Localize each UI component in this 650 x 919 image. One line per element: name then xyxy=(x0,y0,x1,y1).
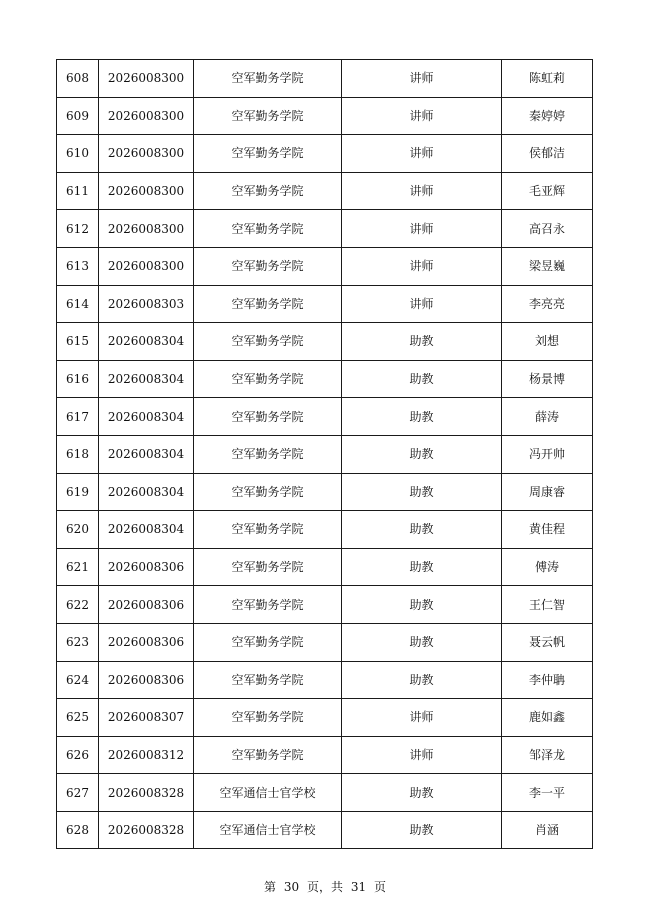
name-cell: 梁昱巍 xyxy=(502,247,593,285)
title-cell: 助教 xyxy=(342,435,502,473)
footer-suffix: 页 xyxy=(373,880,386,894)
title-cell: 助教 xyxy=(342,360,502,398)
row-number-cell: 609 xyxy=(57,97,99,135)
title-cell: 讲师 xyxy=(342,736,502,774)
table-row xyxy=(57,661,593,699)
table-row xyxy=(57,774,593,812)
name-cell: 黄佳程 xyxy=(502,511,593,549)
name-cell: 刘想 xyxy=(502,323,593,361)
unit-cell: 空军勤务学院 xyxy=(194,623,342,661)
footer-current-page: 30 xyxy=(283,880,300,894)
roster-table-body xyxy=(57,60,593,849)
title-cell: 讲师 xyxy=(342,210,502,248)
position-code-cell: 2026008304 xyxy=(99,398,194,436)
position-code-cell: 2026008300 xyxy=(99,97,194,135)
unit-cell: 空军勤务学院 xyxy=(194,247,342,285)
row-number-cell: 617 xyxy=(57,398,99,436)
title-cell: 助教 xyxy=(342,323,502,361)
row-number-cell: 608 xyxy=(57,60,99,98)
title-cell: 助教 xyxy=(342,511,502,549)
position-code-cell: 2026008304 xyxy=(99,473,194,511)
position-code-cell: 2026008312 xyxy=(99,736,194,774)
row-number-cell: 626 xyxy=(57,736,99,774)
title-cell: 讲师 xyxy=(342,247,502,285)
name-cell: 侯郁洁 xyxy=(502,135,593,173)
position-code-cell: 2026008300 xyxy=(99,210,194,248)
title-cell: 助教 xyxy=(342,811,502,849)
position-code-cell: 2026008306 xyxy=(99,661,194,699)
unit-cell: 空军勤务学院 xyxy=(194,398,342,436)
table-row xyxy=(57,736,593,774)
title-cell: 助教 xyxy=(342,774,502,812)
table-row xyxy=(57,285,593,323)
row-number-cell: 627 xyxy=(57,774,99,812)
table-row xyxy=(57,623,593,661)
name-cell: 杨景博 xyxy=(502,360,593,398)
unit-cell: 空军勤务学院 xyxy=(194,285,342,323)
unit-cell: 空军勤务学院 xyxy=(194,135,342,173)
table-row xyxy=(57,473,593,511)
unit-cell: 空军勤务学院 xyxy=(194,548,342,586)
unit-cell: 空军勤务学院 xyxy=(194,435,342,473)
name-cell: 高召永 xyxy=(502,210,593,248)
name-cell: 冯开帅 xyxy=(502,435,593,473)
name-cell: 李仲聃 xyxy=(502,661,593,699)
position-code-cell: 2026008307 xyxy=(99,699,194,737)
unit-cell: 空军勤务学院 xyxy=(194,511,342,549)
name-cell: 鹿如鑫 xyxy=(502,699,593,737)
table-row xyxy=(57,210,593,248)
title-cell: 助教 xyxy=(342,623,502,661)
name-cell: 薛涛 xyxy=(502,398,593,436)
position-code-cell: 2026008328 xyxy=(99,774,194,812)
unit-cell: 空军勤务学院 xyxy=(194,586,342,624)
unit-cell: 空军勤务学院 xyxy=(194,60,342,98)
table-row xyxy=(57,97,593,135)
position-code-cell: 2026008300 xyxy=(99,60,194,98)
footer-prefix: 第 xyxy=(264,880,277,894)
title-cell: 讲师 xyxy=(342,60,502,98)
position-code-cell: 2026008300 xyxy=(99,247,194,285)
name-cell: 聂云帆 xyxy=(502,623,593,661)
table-row xyxy=(57,398,593,436)
table-row xyxy=(57,60,593,98)
name-cell: 李亮亮 xyxy=(502,285,593,323)
table-row xyxy=(57,548,593,586)
position-code-cell: 2026008306 xyxy=(99,586,194,624)
row-number-cell: 619 xyxy=(57,473,99,511)
position-code-cell: 2026008304 xyxy=(99,323,194,361)
title-cell: 讲师 xyxy=(342,172,502,210)
unit-cell: 空军勤务学院 xyxy=(194,97,342,135)
unit-cell: 空军勤务学院 xyxy=(194,473,342,511)
row-number-cell: 615 xyxy=(57,323,99,361)
unit-cell: 空军勤务学院 xyxy=(194,210,342,248)
name-cell: 毛亚辉 xyxy=(502,172,593,210)
position-code-cell: 2026008300 xyxy=(99,172,194,210)
unit-cell: 空军通信士官学校 xyxy=(194,811,342,849)
title-cell: 助教 xyxy=(342,473,502,511)
row-number-cell: 612 xyxy=(57,210,99,248)
position-code-cell: 2026008303 xyxy=(99,285,194,323)
position-code-cell: 2026008304 xyxy=(99,360,194,398)
row-number-cell: 622 xyxy=(57,586,99,624)
name-cell: 周康睿 xyxy=(502,473,593,511)
table-row xyxy=(57,172,593,210)
row-number-cell: 618 xyxy=(57,435,99,473)
row-number-cell: 623 xyxy=(57,623,99,661)
table-row xyxy=(57,435,593,473)
table-row xyxy=(57,511,593,549)
name-cell: 李一平 xyxy=(502,774,593,812)
title-cell: 讲师 xyxy=(342,97,502,135)
unit-cell: 空军通信士官学校 xyxy=(194,774,342,812)
unit-cell: 空军勤务学院 xyxy=(194,172,342,210)
table-row xyxy=(57,811,593,849)
footer-total-pages: 31 xyxy=(350,880,367,894)
row-number-cell: 614 xyxy=(57,285,99,323)
name-cell: 肖涵 xyxy=(502,811,593,849)
unit-cell: 空军勤务学院 xyxy=(194,699,342,737)
title-cell: 助教 xyxy=(342,586,502,624)
table-row xyxy=(57,699,593,737)
roster-table xyxy=(56,59,593,849)
position-code-cell: 2026008300 xyxy=(99,135,194,173)
name-cell: 陈虹莉 xyxy=(502,60,593,98)
row-number-cell: 613 xyxy=(57,247,99,285)
name-cell: 王仁智 xyxy=(502,586,593,624)
unit-cell: 空军勤务学院 xyxy=(194,736,342,774)
unit-cell: 空军勤务学院 xyxy=(194,360,342,398)
title-cell: 讲师 xyxy=(342,699,502,737)
title-cell: 讲师 xyxy=(342,135,502,173)
row-number-cell: 610 xyxy=(57,135,99,173)
table-row xyxy=(57,135,593,173)
unit-cell: 空军勤务学院 xyxy=(194,323,342,361)
page-footer xyxy=(0,879,650,895)
position-code-cell: 2026008304 xyxy=(99,511,194,549)
row-number-cell: 620 xyxy=(57,511,99,549)
title-cell: 讲师 xyxy=(342,285,502,323)
position-code-cell: 2026008306 xyxy=(99,548,194,586)
position-code-cell: 2026008306 xyxy=(99,623,194,661)
row-number-cell: 624 xyxy=(57,661,99,699)
row-number-cell: 628 xyxy=(57,811,99,849)
title-cell: 助教 xyxy=(342,661,502,699)
table-row xyxy=(57,323,593,361)
table-row xyxy=(57,247,593,285)
position-code-cell: 2026008304 xyxy=(99,435,194,473)
title-cell: 助教 xyxy=(342,548,502,586)
row-number-cell: 611 xyxy=(57,172,99,210)
footer-middle: 页，共 xyxy=(306,880,343,894)
title-cell: 助教 xyxy=(342,398,502,436)
row-number-cell: 621 xyxy=(57,548,99,586)
name-cell: 秦婷婷 xyxy=(502,97,593,135)
row-number-cell: 625 xyxy=(57,699,99,737)
row-number-cell: 616 xyxy=(57,360,99,398)
position-code-cell: 2026008328 xyxy=(99,811,194,849)
table-row xyxy=(57,586,593,624)
name-cell: 邹泽龙 xyxy=(502,736,593,774)
name-cell: 傅涛 xyxy=(502,548,593,586)
table-row xyxy=(57,360,593,398)
unit-cell: 空军勤务学院 xyxy=(194,661,342,699)
